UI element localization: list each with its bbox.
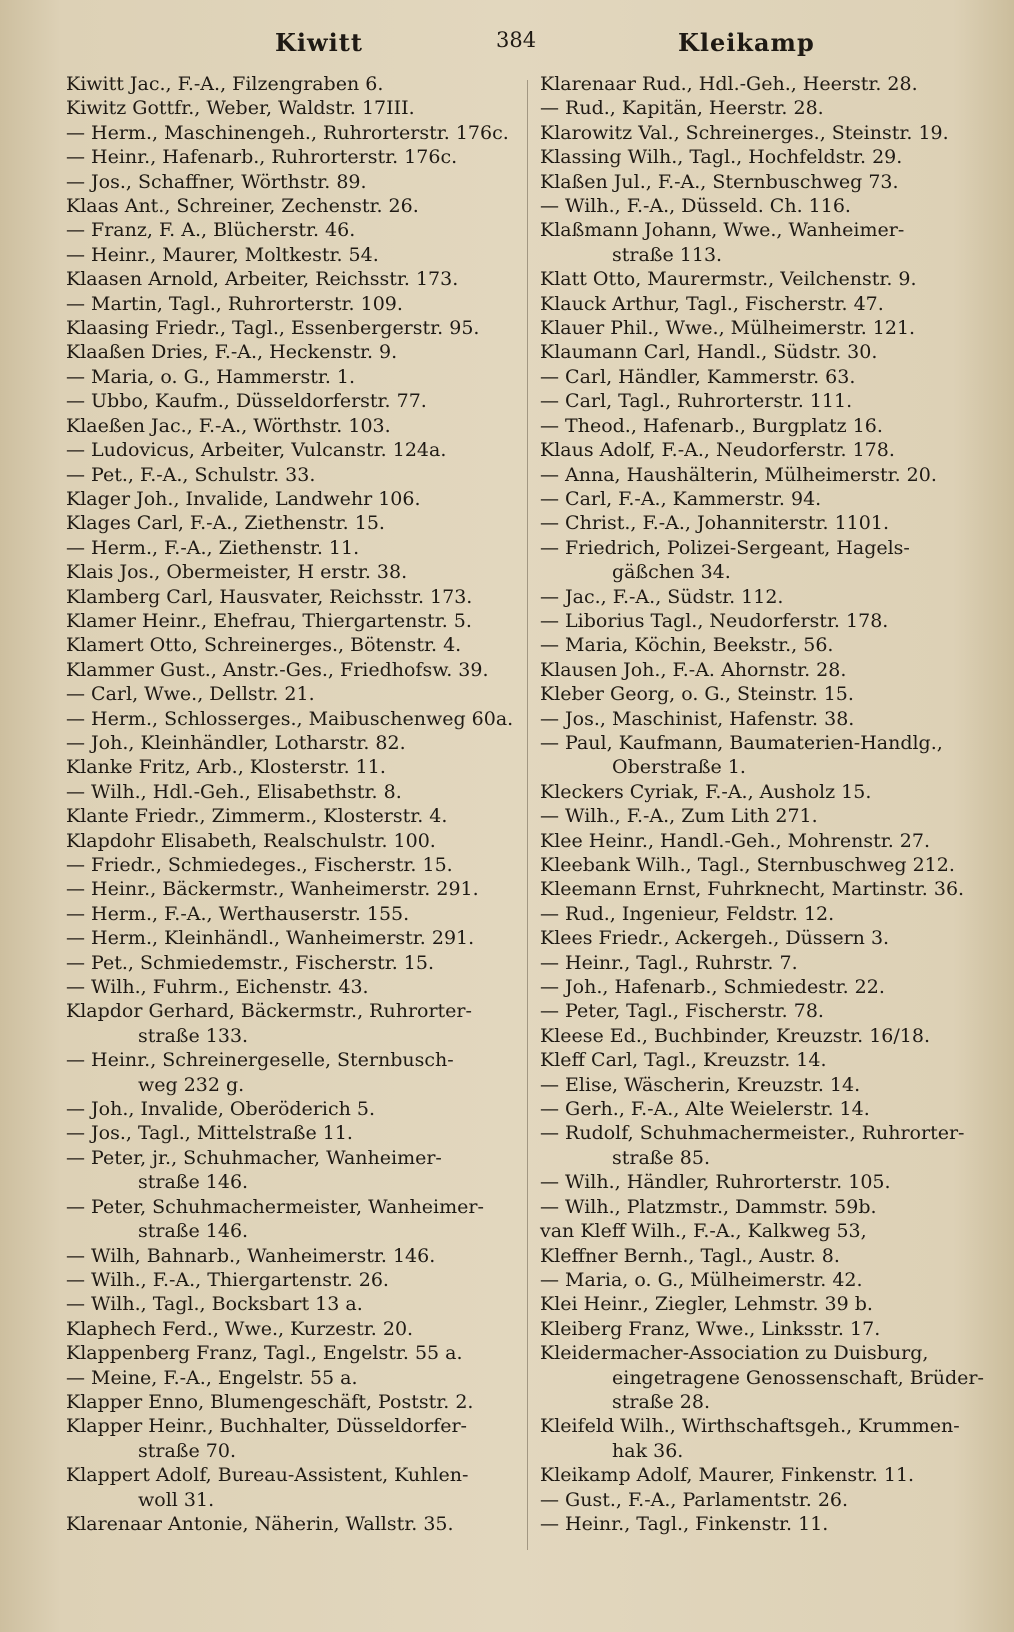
entry-text: Klaasing Friedr., Tagl., Essenbergerstr. 95.	[66, 317, 480, 340]
entry-text: Kleese Ed., Buchbinder, Kreuzstr. 16/18.	[540, 1024, 931, 1047]
directory-entry	[66, 267, 508, 291]
entry-continuation: straße 146.	[138, 1171, 249, 1194]
entry-text: — Herm., F.-A., Ziethenstr. 11.	[66, 536, 360, 559]
entry-text: Klapdor Gerhard, Bäckermstr., Ruhrorter-	[66, 1000, 472, 1023]
directory-entry	[66, 755, 508, 779]
directory-entry	[540, 1244, 984, 1268]
directory-entry	[540, 218, 984, 267]
directory-entry	[540, 511, 984, 535]
directory-entry	[66, 877, 508, 901]
entry-text: — Ludovicus, Arbeiter, Vulcanstr. 124a.	[66, 439, 447, 462]
directory-entry	[66, 243, 508, 267]
entry-text: Klaeßen Jac., F.-A., Wörthstr. 103.	[66, 414, 391, 437]
entry-text: — Peter, jr., Schuhmacher, Wanheimer-	[66, 1146, 442, 1169]
entry-text: — Heinr., Bäckermstr., Wanheimerstr. 291.	[66, 878, 479, 901]
entry-text: Klei Heinr., Ziegler, Lehmstr. 39 b.	[540, 1293, 873, 1316]
entry-text: Klages Carl, F.-A., Ziethenstr. 15.	[66, 512, 385, 535]
entry-text: — Friedr., Schmiedeges., Fischerstr. 15.	[66, 854, 453, 876]
entry-text: Klammer Gust., Anstr.-Ges., Friedhofsw. 39.	[66, 658, 489, 681]
directory-entry	[540, 1048, 984, 1072]
directory-entry	[540, 72, 984, 96]
entry-text: Klapper Enno, Blumengeschäft, Poststr. 2.	[66, 1390, 474, 1413]
directory-entry	[66, 707, 514, 731]
directory-entry	[66, 145, 508, 169]
entry-text: Klaas Ant., Schreiner, Zechenstr. 26.	[66, 195, 419, 218]
column-divider	[527, 80, 528, 1550]
directory-entry	[66, 72, 508, 96]
directory-entry	[66, 1146, 508, 1195]
entry-continuation: straße 146.	[138, 1220, 249, 1243]
directory-entry	[540, 609, 984, 633]
directory-entry	[540, 1121, 984, 1170]
directory-entry	[540, 96, 984, 120]
entry-text: Klappert Adolf, Bureau-Assistent, Kuhlen-	[66, 1464, 469, 1487]
directory-entry	[66, 926, 508, 950]
entry-text: Klassing Wilh., Tagl., Hochfeldstr. 29.	[540, 146, 903, 169]
directory-entry	[66, 414, 508, 438]
entry-text: Klapdohr Elisabeth, Realschulstr. 100.	[66, 829, 436, 852]
directory-entry	[540, 365, 984, 389]
entry-text: — Rud., Ingenieur, Feldstr. 12.	[540, 902, 835, 925]
entry-text: — Maria, o. G., Mülheimerstr. 42.	[540, 1268, 863, 1291]
directory-entry	[66, 731, 508, 755]
header-right-keyword: Kleikamp	[678, 28, 815, 57]
entry-text: Klamert Otto, Schreinerges., Bötenstr. 4.	[66, 634, 462, 657]
entry-text: — Carl, Händler, Kammerstr. 63.	[540, 365, 856, 388]
entry-text: Kleckers Cyriak, F.-A., Ausholz 15.	[540, 780, 872, 803]
directory-entry	[66, 804, 508, 828]
directory-entry	[66, 975, 508, 999]
entry-text: Klante Friedr., Zimmerm., Klosterstr. 4.	[66, 805, 448, 828]
entry-text: — Heinr., Tagl., Finkenstr. 11.	[540, 1512, 829, 1535]
entry-text: Klees Friedr., Ackergeh., Düssern 3.	[540, 927, 890, 950]
directory-entry	[540, 877, 984, 901]
directory-entry	[540, 267, 984, 291]
entry-text: Kleffner Bernh., Tagl., Austr. 8.	[540, 1244, 840, 1267]
entry-text: — Friedrich, Polizei-Sergeant, Hagels-	[540, 536, 910, 559]
directory-entry	[66, 658, 508, 682]
entry-text: — Wilh., Tagl., Bocksbart 13 a.	[66, 1293, 363, 1316]
directory-entry	[540, 1488, 984, 1512]
entry-text: — Peter, Schuhmachermeister, Wanheimer-	[66, 1195, 484, 1218]
entry-text: — Peter, Tagl., Fischerstr. 78.	[540, 1000, 824, 1023]
entry-text: — Herm., F.-A., Werthauserstr. 155.	[66, 902, 410, 925]
directory-entry	[540, 438, 984, 462]
entry-text: — Joh., Invalide, Oberöderich 5.	[66, 1098, 376, 1121]
directory-entry	[540, 585, 984, 609]
directory-entry	[66, 218, 508, 242]
directory-entry	[540, 1292, 984, 1316]
entry-continuation: straße 113.	[612, 243, 723, 266]
entry-text: — Heinr., Hafenarb., Ruhrorterstr. 176c.	[66, 146, 458, 169]
directory-entry	[66, 951, 508, 975]
directory-entry	[540, 463, 984, 487]
directory-entry	[66, 292, 508, 316]
directory-entry	[66, 853, 508, 877]
directory-entry	[540, 292, 984, 316]
entry-continuation: weg 232 g.	[138, 1073, 245, 1096]
entry-text: — Jos., Tagl., Mittelstraße 11.	[66, 1122, 353, 1145]
entry-continuation: eingetragene Genossenschaft, Brüder-	[612, 1366, 984, 1389]
directory-entry	[540, 804, 984, 828]
entry-text: Kiwitz Gottfr., Weber, Waldstr. 17III.	[66, 97, 415, 120]
entry-text: — Meine, F.-A., Engelstr. 55 a.	[66, 1366, 358, 1389]
entry-text: — Theod., Hafenarb., Burgplatz 16.	[540, 414, 883, 437]
entry-text: — Heinr., Tagl., Ruhrstr. 7.	[540, 951, 798, 974]
entry-text: — Joh., Hafenarb., Schmiedestr. 22.	[540, 976, 885, 999]
entry-continuation: straße 28.	[612, 1390, 710, 1413]
entry-text: Klarenaar Antonie, Näherin, Wallstr. 35.	[66, 1512, 454, 1535]
entry-text: — Jos., Schaffner, Wörthstr. 89.	[66, 170, 367, 193]
entry-text: Klaasen Arnold, Arbeiter, Reichsstr. 173.	[66, 268, 459, 291]
entry-text: Klaus Adolf, F.-A., Neudorferstr. 178.	[540, 439, 895, 462]
entry-text: Klaßmann Johann, Wwe., Wanheimer-	[540, 219, 905, 242]
entry-text: — Wilh., F.-A., Zum Lith 271.	[540, 805, 818, 828]
directory-entry	[66, 560, 508, 584]
directory-entry	[540, 926, 984, 950]
entry-text: Kleikamp Adolf, Maurer, Finkenstr. 11.	[540, 1464, 915, 1487]
directory-entry	[540, 487, 984, 511]
entry-text: — Heinr., Maurer, Moltkestr. 54.	[66, 243, 379, 266]
entry-continuation: straße 70.	[138, 1439, 236, 1462]
entry-continuation: gäßchen 34.	[612, 561, 731, 584]
entry-text: Klappenberg Franz, Tagl., Engelstr. 55 a.	[66, 1342, 463, 1365]
entry-text: — Maria, o. G., Hammerstr. 1.	[66, 365, 356, 388]
directory-entry	[540, 1170, 984, 1194]
right-column	[540, 72, 984, 1536]
directory-entry	[540, 975, 984, 999]
directory-entry	[66, 536, 508, 560]
directory-entry	[66, 1512, 508, 1536]
entry-text: Klaphech Ferd., Wwe., Kurzestr. 20.	[66, 1317, 414, 1340]
entry-text: — Gerh., F.-A., Alte Weielerstr. 14.	[540, 1098, 870, 1121]
directory-entry	[66, 389, 508, 413]
directory-entry	[540, 1195, 984, 1219]
entry-text: — Carl, Tagl., Ruhrorterstr. 111.	[540, 390, 853, 413]
directory-entry	[540, 1073, 984, 1097]
directory-entry	[66, 365, 508, 389]
directory-entry	[66, 1048, 508, 1097]
directory-entry	[66, 609, 508, 633]
directory-entry	[66, 1390, 508, 1414]
directory-entry	[540, 389, 984, 413]
entry-text: Klanke Fritz, Arb., Klosterstr. 11.	[66, 756, 386, 779]
directory-entry	[540, 633, 984, 657]
directory-entry	[540, 902, 984, 926]
directory-entry	[540, 1097, 984, 1121]
entry-text: — Wilh., Händler, Ruhrorterstr. 105.	[540, 1171, 891, 1194]
directory-entry	[540, 1414, 984, 1463]
entry-text: — Wilh., Hdl.-Geh., Elisabethstr. 8.	[66, 780, 402, 803]
entry-text: — Pet., Schmiedemstr., Fischerstr. 15.	[66, 951, 435, 974]
entry-text: — Wilh., Fuhrm., Eichenstr. 43.	[66, 976, 369, 999]
entry-text: — Rud., Kapitän, Heerstr. 28.	[540, 97, 824, 120]
entry-text: Kleidermacher-Association zu Duisburg,	[540, 1342, 929, 1365]
entry-text: Kleebank Wilh., Tagl., Sternbuschweg 212.	[540, 854, 955, 876]
entry-text: Klauer Phil., Wwe., Mülheimerstr. 121.	[540, 317, 916, 340]
entry-continuation: hak 36.	[612, 1439, 684, 1462]
entry-text: — Wilh, Bahnarb., Wanheimerstr. 146.	[66, 1244, 436, 1267]
entry-text: Klamberg Carl, Hausvater, Reichsstr. 173.	[66, 585, 473, 608]
directory-entry	[540, 340, 984, 364]
entry-text: — Carl, F.-A., Kammerstr. 94.	[540, 487, 822, 510]
directory-entry	[540, 1512, 984, 1536]
entry-text: — Rudolf, Schuhmachermeister., Ruhrorter-	[540, 1122, 965, 1145]
directory-entry	[66, 1244, 508, 1268]
directory-entry	[66, 1366, 508, 1390]
directory-entry	[66, 463, 508, 487]
directory-entry	[66, 1463, 508, 1512]
directory-entry	[66, 340, 508, 364]
entry-continuation: straße 85.	[612, 1146, 710, 1169]
directory-entry	[66, 511, 508, 535]
entry-text: Kiwitt Jac., F.-A., Filzengraben 6.	[66, 73, 384, 95]
directory-entry	[540, 658, 984, 682]
directory-entry	[66, 1121, 508, 1145]
directory-entry	[66, 902, 508, 926]
directory-entry	[540, 1268, 984, 1292]
page-number: 384	[496, 28, 537, 52]
entry-text: Kleemann Ernst, Fuhrknecht, Martinstr. 36.	[540, 878, 965, 901]
directory-entry	[66, 999, 508, 1048]
entry-text: Klager Joh., Invalide, Landwehr 106.	[66, 487, 421, 510]
entry-text: — Elise, Wäscherin, Kreuzstr. 14.	[540, 1073, 861, 1096]
page-header	[0, 22, 1014, 62]
entry-text: Kleiberg Franz, Wwe., Linksstr. 17.	[540, 1317, 881, 1340]
entry-continuation: Oberstraße 1.	[612, 756, 746, 779]
entry-text: Klais Jos., Obermeister, H erstr. 38.	[66, 561, 408, 584]
entry-text: — Paul, Kaufmann, Baumaterien-Handlg.,	[540, 731, 943, 754]
directory-entry	[540, 121, 984, 145]
directory-entry	[66, 682, 508, 706]
entry-text: — Carl, Wwe., Dellstr. 21.	[66, 683, 315, 706]
entry-continuation: straße 133.	[138, 1024, 249, 1047]
entry-text: Klaaßen Dries, F.-A., Heckenstr. 9.	[66, 341, 398, 364]
directory-entry	[540, 316, 984, 340]
directory-entry	[66, 585, 508, 609]
entry-text: — Pet., F.-A., Schulstr. 33.	[66, 463, 316, 486]
entry-text: Kleifeld Wilh., Wirthschaftsgeh., Krummen-	[540, 1415, 960, 1438]
directory-entry	[66, 829, 508, 853]
entry-text: — Wilh., Platzmstr., Dammstr. 59b.	[540, 1195, 877, 1218]
directory-entry	[540, 145, 984, 169]
header-left-keyword: Kiwitt	[275, 28, 363, 57]
directory-entry	[66, 1195, 508, 1244]
directory-entry	[66, 1292, 508, 1316]
directory-entry	[66, 487, 508, 511]
directory-entry	[540, 682, 984, 706]
entry-text: — Liborius Tagl., Neudorferstr. 178.	[540, 609, 889, 632]
entry-text: — Wilh., F.-A., Düsseld. Ch. 116.	[540, 195, 851, 218]
entry-text: — Heinr., Schreinergeselle, Sternbusch-	[66, 1049, 454, 1072]
directory-entry	[540, 1463, 984, 1487]
entry-text: Kleff Carl, Tagl., Kreuzstr. 14.	[540, 1049, 827, 1072]
entry-text: Klarenaar Rud., Hdl.-Geh., Heerstr. 28.	[540, 73, 918, 95]
entry-text: Klarowitz Val., Schreinerges., Steinstr. 19.	[540, 121, 949, 144]
entry-text: Klatt Otto, Maurermstr., Veilchenstr. 9.	[540, 268, 917, 291]
directory-entry	[540, 194, 984, 218]
directory-entry	[66, 316, 508, 340]
entry-text: Klamer Heinr., Ehefrau, Thiergartenstr. 5.	[66, 609, 472, 632]
entry-text: — Franz, F. A., Blücherstr. 46.	[66, 219, 356, 242]
entry-text: — Ubbo, Kaufm., Düsseldorferstr. 77.	[66, 390, 427, 413]
directory-entry	[540, 1317, 984, 1341]
directory-entry	[540, 829, 984, 853]
directory-entry	[66, 121, 508, 145]
directory-entry	[66, 1414, 508, 1463]
entry-text: — Herm., Kleinhändl., Wanheimerstr. 291.	[66, 927, 475, 950]
entry-text: — Wilh., F.-A., Thiergartenstr. 26.	[66, 1268, 389, 1291]
entry-text: — Joh., Kleinhändler, Lotharstr. 82.	[66, 731, 406, 754]
entry-text: Klapper Heinr., Buchhalter, Düsseldorfer-	[66, 1415, 467, 1438]
directory-entry	[66, 780, 508, 804]
entry-text: — Jac., F.-A., Südstr. 112.	[540, 585, 784, 608]
directory-entry	[540, 951, 984, 975]
entry-continuation: woll 31.	[138, 1488, 215, 1511]
entry-text: — Herm., Schlosserges., Maibuschenweg 60a.	[66, 707, 514, 730]
entry-text: Klaumann Carl, Handl., Südstr. 30.	[540, 341, 878, 364]
directory-entry	[66, 1097, 508, 1121]
directory-entry	[540, 1024, 984, 1048]
entry-text: van Kleff Wilh., F.-A., Kalkweg 53,	[540, 1220, 867, 1243]
entry-text: Klee Heinr., Handl.-Geh., Mohrenstr. 27.	[540, 829, 931, 852]
entry-text: — Maria, Köchin, Beekstr., 56.	[540, 634, 834, 657]
directory-entry	[66, 96, 508, 120]
directory-entry	[66, 1317, 508, 1341]
directory-entry	[540, 731, 984, 780]
entry-text: — Christ., F.-A., Johanniterstr. 1101.	[540, 512, 889, 535]
entry-text: Klauck Arthur, Tagl., Fischerstr. 47.	[540, 292, 884, 315]
directory-entry	[540, 1341, 984, 1414]
entry-text: — Jos., Maschinist, Hafenstr. 38.	[540, 707, 855, 730]
entry-text: — Gust., F.-A., Parlamentstr. 26.	[540, 1488, 849, 1511]
directory-entry	[540, 780, 984, 804]
directory-entry	[540, 170, 984, 194]
directory-entry	[66, 170, 508, 194]
entry-text: — Herm., Maschinengeh., Ruhrorterstr. 176c.	[66, 121, 509, 144]
entry-text: Klaßen Jul., F.-A., Sternbuschweg 73.	[540, 170, 899, 193]
directory-entry	[540, 414, 984, 438]
directory-entry	[66, 633, 508, 657]
directory-entry	[66, 1341, 508, 1365]
entry-text: Klausen Joh., F.-A. Ahornstr. 28.	[540, 658, 847, 681]
directory-entry	[540, 853, 984, 877]
entry-text: — Martin, Tagl., Ruhrorterstr. 109.	[66, 292, 403, 315]
directory-entry	[66, 194, 508, 218]
left-column	[66, 72, 514, 1536]
directory-entry	[540, 536, 984, 585]
directory-entry	[66, 438, 508, 462]
entry-text: Kleber Georg, o. G., Steinstr. 15.	[540, 683, 854, 706]
directory-entry	[540, 999, 984, 1023]
directory-entry	[540, 707, 984, 731]
directory-entry	[540, 1219, 984, 1243]
directory-entry	[66, 1268, 508, 1292]
entry-text: — Anna, Haushälterin, Mülheimerstr. 20.	[540, 463, 937, 486]
